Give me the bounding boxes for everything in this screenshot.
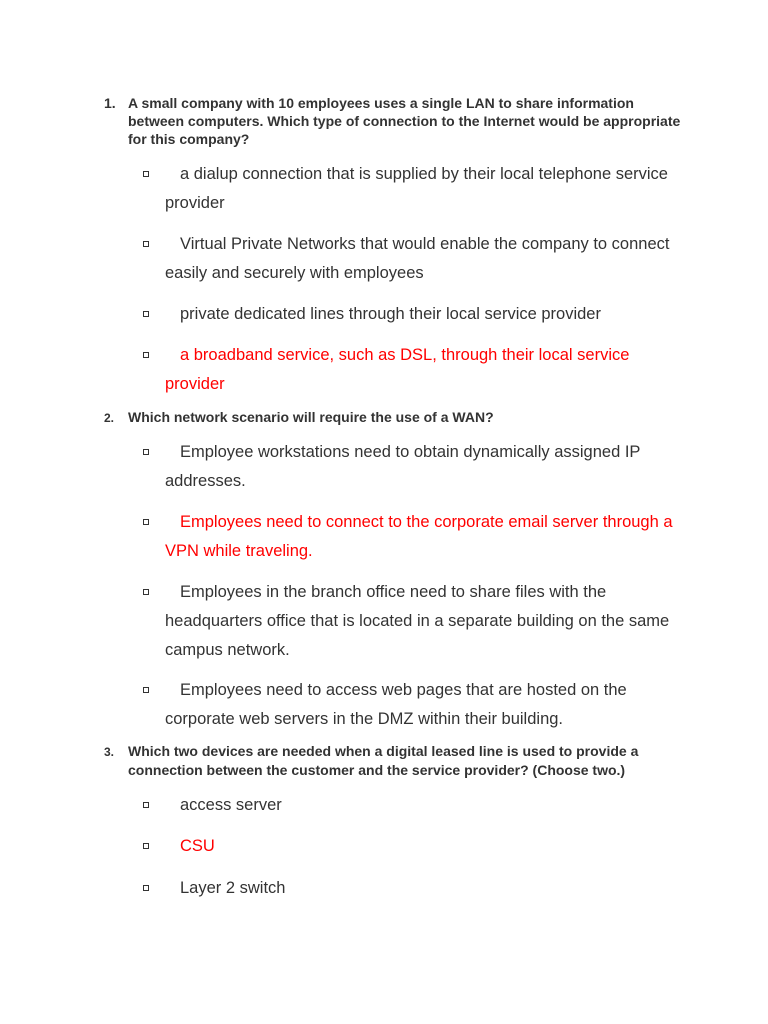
question-2-number: 2. [104,411,115,425]
square-bullet-icon [143,802,149,808]
question-2-option-2 [143,508,683,566]
square-bullet-icon [143,687,149,693]
question-3 [104,742,684,779]
option-text: CSU [180,837,215,855]
square-bullet-icon [143,885,149,891]
option-text: Employees need to connect to the corporate email server through a VPN while traveling. [165,513,673,560]
question-1-text: A small company with 10 employees uses a single LAN to share information between computers. Which type of connection to the Internet would be appropriate for this company? [128,95,681,147]
question-3-option-2 [143,832,683,861]
option-text: private dedicated lines through their local service provider [180,305,601,323]
question-1 [104,94,684,148]
option-text: a broadband service, such as DSL, through their local service provider [165,346,630,393]
question-3-option-1 [143,791,683,820]
question-3-number: 3. [104,745,115,759]
square-bullet-icon [143,519,149,525]
question-1-option-2 [143,230,683,288]
question-1-number: 1. [104,95,116,111]
square-bullet-icon [143,352,149,358]
square-bullet-icon [143,311,149,317]
option-text: Employee workstations need to obtain dynamically assigned IP addresses. [165,443,641,490]
question-2-option-3 [143,578,683,665]
question-1-option-3 [143,300,683,329]
option-text: access server [180,796,282,814]
question-2-option-1 [143,438,683,496]
option-text: Employees in the branch office need to share files with the headquarters office that is located in a separate building on the same campus network. [165,583,670,659]
option-text: Employees need to access web pages that are hosted on the corporate web servers in the DMZ within their building. [165,681,627,728]
question-1-option-1 [143,160,683,218]
question-1-option-4 [143,341,683,399]
question-2-text: Which network scenario will require the use of a WAN? [128,409,494,425]
option-text: a dialup connection that is supplied by their local telephone service provider [165,165,668,212]
square-bullet-icon [143,171,149,177]
question-3-option-3 [143,874,683,903]
option-text: Layer 2 switch [180,879,286,897]
square-bullet-icon [143,843,149,849]
option-text: Virtual Private Networks that would enable the company to connect easily and securely with employees [165,235,670,282]
question-2-option-4 [143,676,683,734]
question-2 [104,408,684,427]
square-bullet-icon [143,241,149,247]
square-bullet-icon [143,449,149,455]
square-bullet-icon [143,589,149,595]
question-3-text: Which two devices are needed when a digital leased line is used to provide a connection between the customer and the service provider? (Choose two.) [128,743,639,778]
